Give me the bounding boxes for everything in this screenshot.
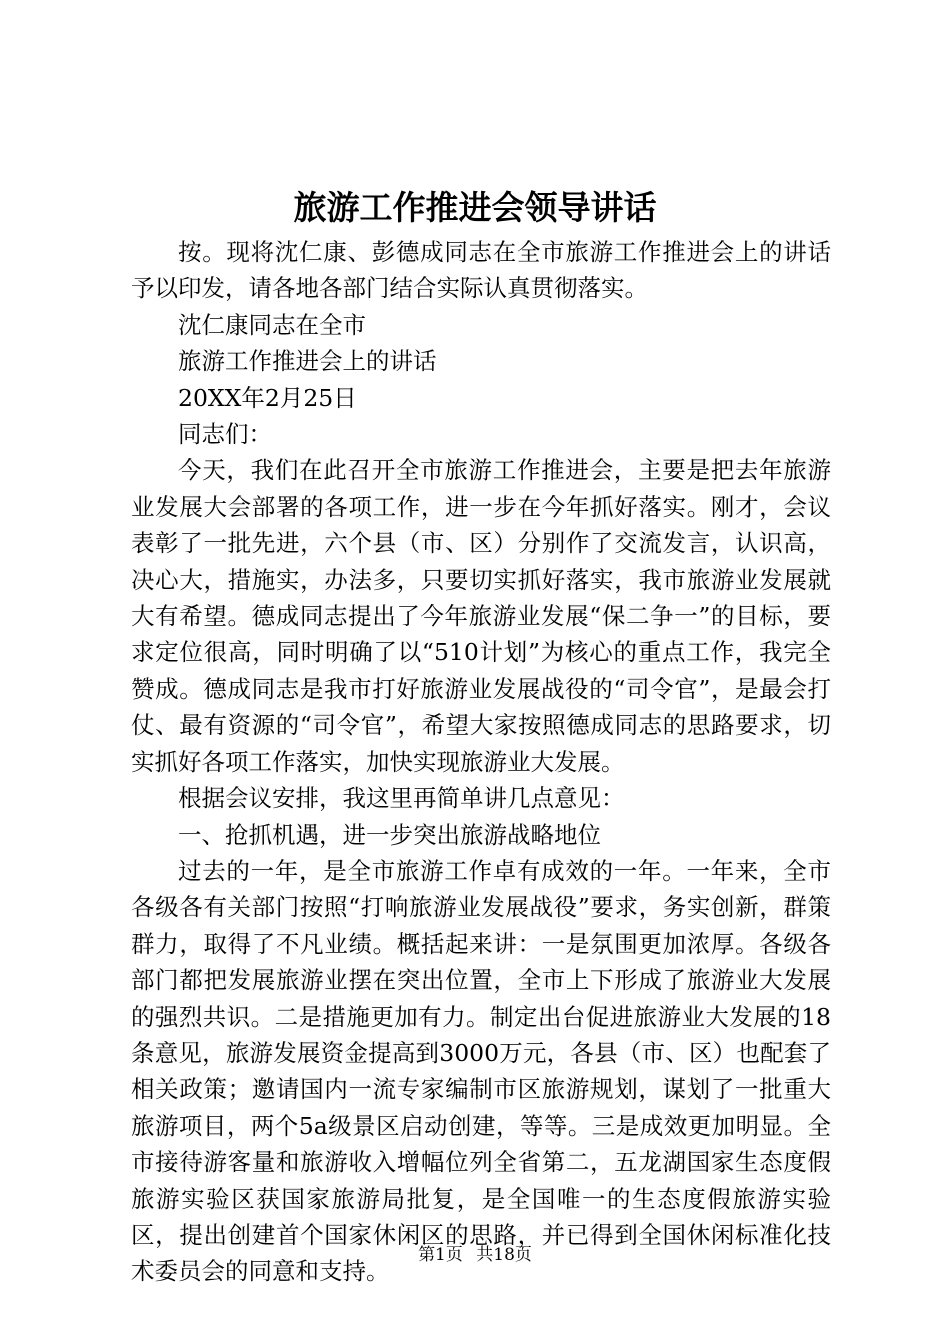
document-body (131, 234, 831, 1290)
document-title: 旅游工作推进会领导讲话 (293, 188, 657, 227)
paragraph-speaker: 沈仁康同志在全市 (178, 310, 366, 339)
page-total: 共18页 (476, 1245, 532, 1265)
paragraph-date: 20XX年2月25日 (178, 383, 357, 412)
page-number: 第1页 (418, 1245, 463, 1265)
paragraph-transition: 根据会议安排，我这里再简单讲几点意见： (178, 784, 625, 813)
paragraph-intro: 今天，我们在此召开全市旅游工作推进会，主要是把去年旅游业发展大会部署的各项工作，进一步在今年抓好落实。刚才，会议表彰了一批先进，六个县（市、区）分别作了交流发言，认识高，决心大，措施实，办法多，只要切实抓好落实，我市旅游业发展就大有希望。德成同志提出了今年旅游业发展“保二争一”的目标，要求定位很高，同时明确了以“510计划”为核心的重点工作，我完全赞成。德成同志是我市打好旅游业发展战役的“司令官”，是最会打仗、最有资源的“司令官”，希望大家按照德成同志的思路要求，切实抓好各项工作落实，加快实现旅游业大发展。 (131, 456, 831, 776)
paragraph-speech-title: 旅游工作推进会上的讲话 (178, 347, 437, 376)
paragraph-preface: 按。现将沈仁康、彭德成同志在全市旅游工作推进会上的讲话予以印发，请各地各部门结合实际认真贯彻落实。 (131, 238, 831, 303)
paragraph-salutation: 同志们： (178, 420, 272, 449)
paragraph-review: 过去的一年，是全市旅游工作卓有成效的一年。一年来，全市各级各有关部门按照“打响旅游业发展战役”要求，务实创新，群策群力，取得了不凡业绩。概括起来讲：一是氛围更加浓厚。各级各部门都把发展旅游业摆在突出位置，全市上下形成了旅游业大发展的强烈共识。二是措施更加有力。制定出台促进旅游业大发展的18条意见，旅游发展资金提高到3000万元，各县（市、区）也配套了相关政策；邀请国内一流专家编制市区旅游规划，谋划了一批重大旅游项目，两个5a级景区启动创建，等等。三是成效更加明显。全市接待游客量和旅游收入增幅位列全省第二，五龙湖国家生态度假旅游实验区获国家旅游局批复，是全国唯一的生态度假旅游实验区，提出创建首个国家休闲区的思路，并已得到全国休闲标准化技术委员会的同意和支持。 (131, 856, 831, 1286)
page-footer (0, 1243, 950, 1267)
section-heading-1: 一、抢抓机遇，进一步突出旅游战略地位 (178, 820, 601, 849)
